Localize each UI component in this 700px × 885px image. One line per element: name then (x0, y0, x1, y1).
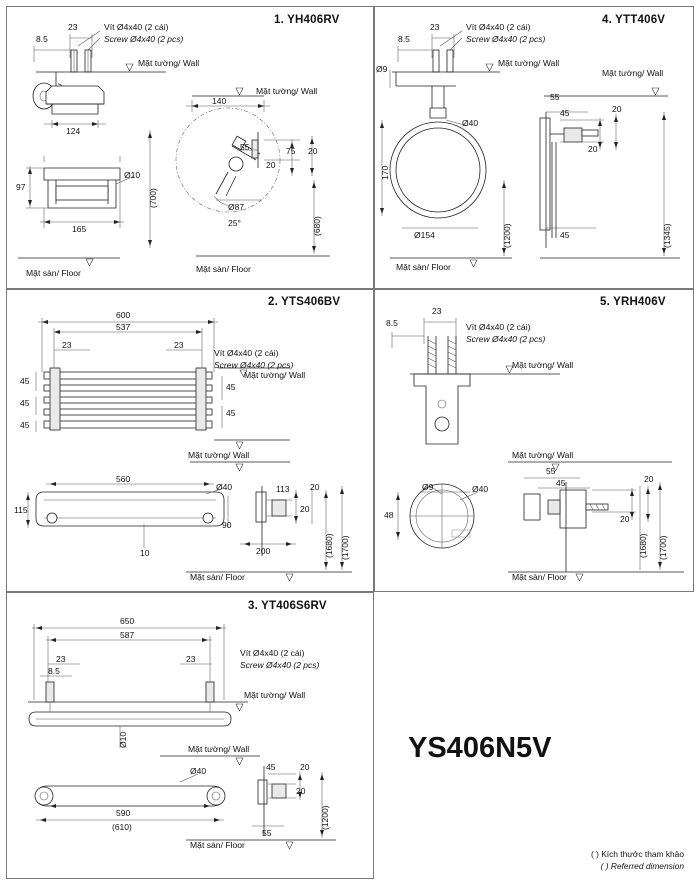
p5-dim-20b: 20 (620, 514, 630, 524)
p3-dim-45: 45 (266, 762, 276, 772)
p3-wall-1: Mặt tường/ Wall (244, 690, 306, 700)
p1-dim-75: 75 (286, 146, 296, 156)
p1-dim-20b: 20 (266, 160, 276, 170)
p3-screw-note-en: Screw Ø4x40 (2 pcs) (240, 660, 320, 670)
p4-screw-note-vi: Vít Ø4x40 (2 cái) (466, 22, 531, 32)
p2-dim-d40: Ø40 (216, 482, 233, 492)
p5-dim-45: 45 (556, 478, 566, 488)
p4-dim-d9: Ø9 (376, 64, 388, 74)
p2-dim-90: 90 (222, 520, 232, 530)
panel-5-title: 5. YRH406V (600, 296, 666, 308)
p2-dim-20b: 20 (300, 504, 310, 514)
p4-wall-2: Mặt tường/ Wall (602, 68, 664, 78)
p3-dim-20b: 20 (296, 786, 306, 796)
p2-dim-45b: 45 (20, 398, 30, 408)
p4-dim-1200: (1200) (502, 223, 512, 248)
p5-screw-note-en: Screw Ø4x40 (2 pcs) (466, 334, 546, 344)
p2-wall-2: Mặt tường/ Wall (188, 450, 250, 460)
p3-dim-23b: 23 (186, 654, 196, 664)
p5-dim-d40: Ø40 (472, 484, 489, 494)
p3-dim-8-5: 8.5 (48, 666, 60, 676)
p4-dim-20b: 20 (588, 144, 598, 154)
ref-note-en: ( ) Referred dimension (600, 861, 684, 871)
p2-dim-200: 200 (256, 546, 271, 556)
p5-wall-1: Mặt tường/ Wall (512, 360, 574, 370)
p3-dim-590: 590 (116, 808, 131, 818)
p5-dim-1680: (1680) (638, 533, 648, 558)
p4-dim-23: 23 (430, 22, 440, 32)
p2-dim-45a: 45 (20, 376, 30, 386)
p5-dim-1700: (1700) (658, 535, 668, 560)
p3-screw-note-vi: Vít Ø4x40 (2 cái) (240, 648, 305, 658)
p1-floor-label-2: Mặt sàn/ Floor (196, 264, 251, 274)
p2-dim-560: 560 (116, 474, 131, 484)
p5-floor: Mặt sàn/ Floor (512, 572, 567, 582)
p1-wall-label-2: Mặt tường/ Wall (256, 86, 318, 96)
p1-dim-d87: Ø87 (228, 202, 245, 212)
p5-dim-55: 55 (546, 466, 556, 476)
panel-1-title: 1. YH406RV (274, 14, 340, 26)
p2-floor: Mặt sàn/ Floor (190, 572, 245, 582)
p2-screw-note-vi: Vít Ø4x40 (2 cái) (214, 348, 279, 358)
p1-dim-55: 55 (240, 142, 250, 152)
p4-dim-20a: 20 (612, 104, 622, 114)
p2-dim-537: 537 (116, 322, 131, 332)
p5-screw-note-vi: Vít Ø4x40 (2 cái) (466, 322, 531, 332)
p5-wall-2: Mặt tường/ Wall (512, 450, 574, 460)
p2-dim-23a: 23 (62, 340, 72, 350)
p3-dim-23a: 23 (56, 654, 66, 664)
p4-floor: Mặt sàn/ Floor (396, 262, 451, 272)
p1-dim-23: 23 (68, 22, 78, 32)
p5-dim-d9: Ø9 (422, 482, 434, 492)
p2-dim-23b: 23 (174, 340, 184, 350)
p1-dim-124: 124 (66, 126, 81, 136)
p3-dim-20a: 20 (300, 762, 310, 772)
p1-floor-label: Mặt sàn/ Floor (26, 268, 81, 278)
p1-dim-d10: Ø10 (124, 170, 141, 180)
p1-dim-165: 165 (72, 224, 87, 234)
p5-dim-20a: 20 (644, 474, 654, 484)
p1-dim-680: (680) (312, 216, 322, 236)
p4-dim-d154: Ø154 (414, 230, 435, 240)
p3-dim-d10: Ø10 (118, 731, 128, 748)
p4-dim-d40: Ø40 (462, 118, 479, 128)
p3-wall-2: Mặt tường/ Wall (188, 744, 250, 754)
p4-dim-45b: 45 (560, 230, 570, 240)
p2-dim-45d: 45 (226, 382, 236, 392)
p3-floor: Mặt sàn/ Floor (190, 840, 245, 850)
p2-wall-1: Mặt tường/ Wall (244, 370, 306, 380)
p3-dim-d40: Ø40 (190, 766, 207, 776)
p1-dim-140: 140 (212, 96, 227, 106)
p1-dim-20a: 20 (308, 146, 318, 156)
p2-dim-20a: 20 (310, 482, 320, 492)
panel-4-title: 4. YTT406V (602, 14, 666, 26)
p4-dim-55: 55 (550, 92, 560, 102)
p5-dim-48: 48 (384, 510, 394, 520)
p5-dim-23: 23 (432, 306, 442, 316)
p1-screw-note-vi: Vít Ø4x40 (2 cái) (104, 22, 169, 32)
p1-dim-8-5: 8.5 (36, 34, 48, 44)
p1-wall-label-1: Mặt tường/ Wall (138, 58, 200, 68)
p4-dim-45: 45 (560, 108, 570, 118)
ref-note-vi: ( ) Kích thước tham khảo (590, 849, 684, 859)
p2-dim-115: 115 (14, 505, 28, 515)
p2-dim-45e: 45 (226, 408, 236, 418)
p5-dim-8-5: 8.5 (386, 318, 398, 328)
ref-note (444, 848, 684, 872)
p4-dim-1345: (1345) (662, 223, 672, 248)
p1-screw-note-en: Screw Ø4x40 (2 pcs) (104, 34, 184, 44)
p2-screw-note-en: Screw Ø4x40 (2 pcs) (214, 360, 294, 370)
product-code: YS406N5V (408, 732, 552, 764)
p4-dim-8-5: 8.5 (398, 34, 410, 44)
p3-dim-55: 55 (262, 828, 272, 838)
p2-dim-1700: (1700) (340, 535, 350, 560)
panel-3-title: 3. YT406S6RV (248, 600, 327, 612)
p2-dim-1680: (1680) (324, 533, 334, 558)
p1-dim-700: (700) (148, 188, 158, 208)
p4-wall-1: Mặt tường/ Wall (498, 58, 560, 68)
p3-dim-587: 587 (120, 630, 135, 640)
p2-dim-113: 113 (276, 484, 290, 494)
p4-dim-170: 170 (380, 165, 390, 180)
p1-dim-97: 97 (16, 182, 26, 192)
panel-2-title: 2. YTS406BV (268, 296, 341, 308)
p2-dim-45c: 45 (20, 420, 30, 430)
p2-dim-600: 600 (116, 310, 131, 320)
p3-dim-610: (610) (112, 822, 132, 832)
p3-dim-650: 650 (120, 616, 135, 626)
p4-screw-note-en: Screw Ø4x40 (2 pcs) (466, 34, 546, 44)
p2-dim-10: 10 (140, 548, 150, 558)
p3-dim-1200: (1200) (320, 805, 330, 830)
p1-dim-25deg: 25° (228, 218, 241, 228)
